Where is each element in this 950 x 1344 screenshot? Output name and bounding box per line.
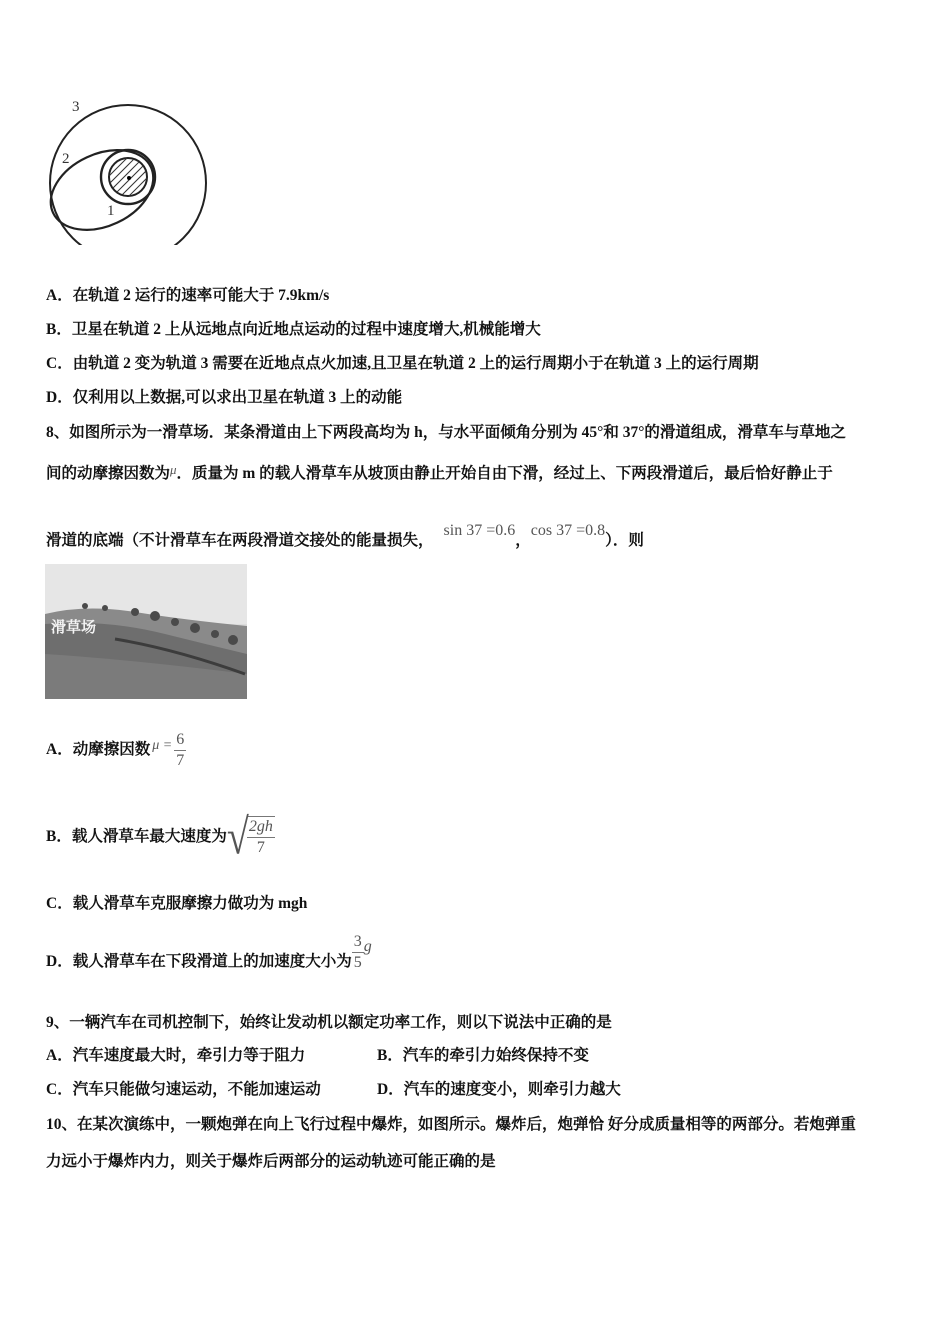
fraction-3-5: $\frac{3}{5}$: [353, 932, 362, 971]
q8-stem-line1: 8、如图所示为一滑草场．某条滑道由上下两段高均为 h，与水平面倾角分别为 45°和 37°的滑道组成，滑草车与草地之: [46, 424, 846, 441]
mu-symbol: μ: [170, 462, 177, 477]
orbit-label-2: 2: [62, 151, 70, 167]
q7-option-c: C．由轨道 2 变为轨道 3 需要在近地点点火加速,且卫星在轨道 2 上的运行周期小于在轨道 3 上的运行周期: [46, 355, 759, 372]
photo-sign-text: 滑草场: [51, 618, 97, 636]
q9-option-d: D．汽车的速度变小，则牵引力越大: [377, 1081, 621, 1098]
q9-option-c: C．汽车只能做匀速运动，不能加速运动: [46, 1081, 321, 1098]
cos-expression: cos 37 =0.8: [530, 522, 606, 539]
orbit-diagram: [40, 95, 220, 245]
sqrt-expression: √ $\frac{2gh}{7}$: [226, 808, 273, 865]
orbit-label-1: 1: [107, 203, 115, 219]
q8-option-a: A． 动摩擦因数 μ = $\frac{6}{7}$: [46, 730, 185, 769]
q10-stem-line1: 10、在某次演练中，一颗炮弹在向上飞行过程中爆炸，如图所示。爆炸后，炮弹恰 好分成质量相等的两部分。若炮弹重: [46, 1116, 856, 1133]
q8-stem-line3: 滑道的底端（不计滑草车在两段滑道交接处的能量损失，sin 37 =0.6，cos 37 =0.8）．则: [46, 522, 644, 549]
earth-center: [127, 176, 131, 180]
fraction-6-7: $\frac{6}{7}$: [176, 730, 185, 769]
q7-option-b: B．卫星在轨道 2 上从远地点向近地点运动的过程中速度增大,机械能增大: [46, 321, 541, 338]
q9-stem: 9、一辆汽车在司机控制下，始终让发动机以额定功率工作，则以下说法中正确的是: [46, 1014, 612, 1031]
q7-option-d: D．仅利用以上数据,可以求出卫星在轨道 3 上的动能: [46, 389, 403, 406]
g-symbol: g: [363, 938, 372, 955]
q9-option-b: B．汽车的牵引力始终保持不变: [377, 1047, 589, 1064]
q7-option-a: A．在轨道 2 运行的速率可能大于 7.9km/s: [46, 287, 330, 304]
q8-option-d: D． 载人滑草车在下段滑道上的加速度大小为 $\frac{3}{5}$ g: [46, 932, 372, 971]
q8-stem-line2: 间的动摩擦因数为$^\mu$．质量为 m 的载人滑草车从坡顶由静止开始自由下滑，经过上、下两段滑道后，最后恰好静止于: [46, 462, 833, 482]
q9-option-a: A．汽车速度最大时，牵引力等于阻力: [46, 1047, 306, 1064]
q8-option-b: B． 载人滑草车最大速度为 √ $\frac{2gh}{7}$: [46, 808, 273, 865]
q10-stem-line2: 力远小于爆炸内力，则关于爆炸后两部分的运动轨迹可能正确的是: [46, 1153, 496, 1170]
grass-field-photo: [45, 564, 247, 699]
sin-expression: sin 37 =0.6: [443, 522, 516, 539]
q8-option-c: C．载人滑草车克服摩擦力做功为 mgh: [46, 895, 308, 912]
orbit-label-3: 3: [72, 99, 80, 115]
mu-equals: μ =: [152, 738, 173, 753]
